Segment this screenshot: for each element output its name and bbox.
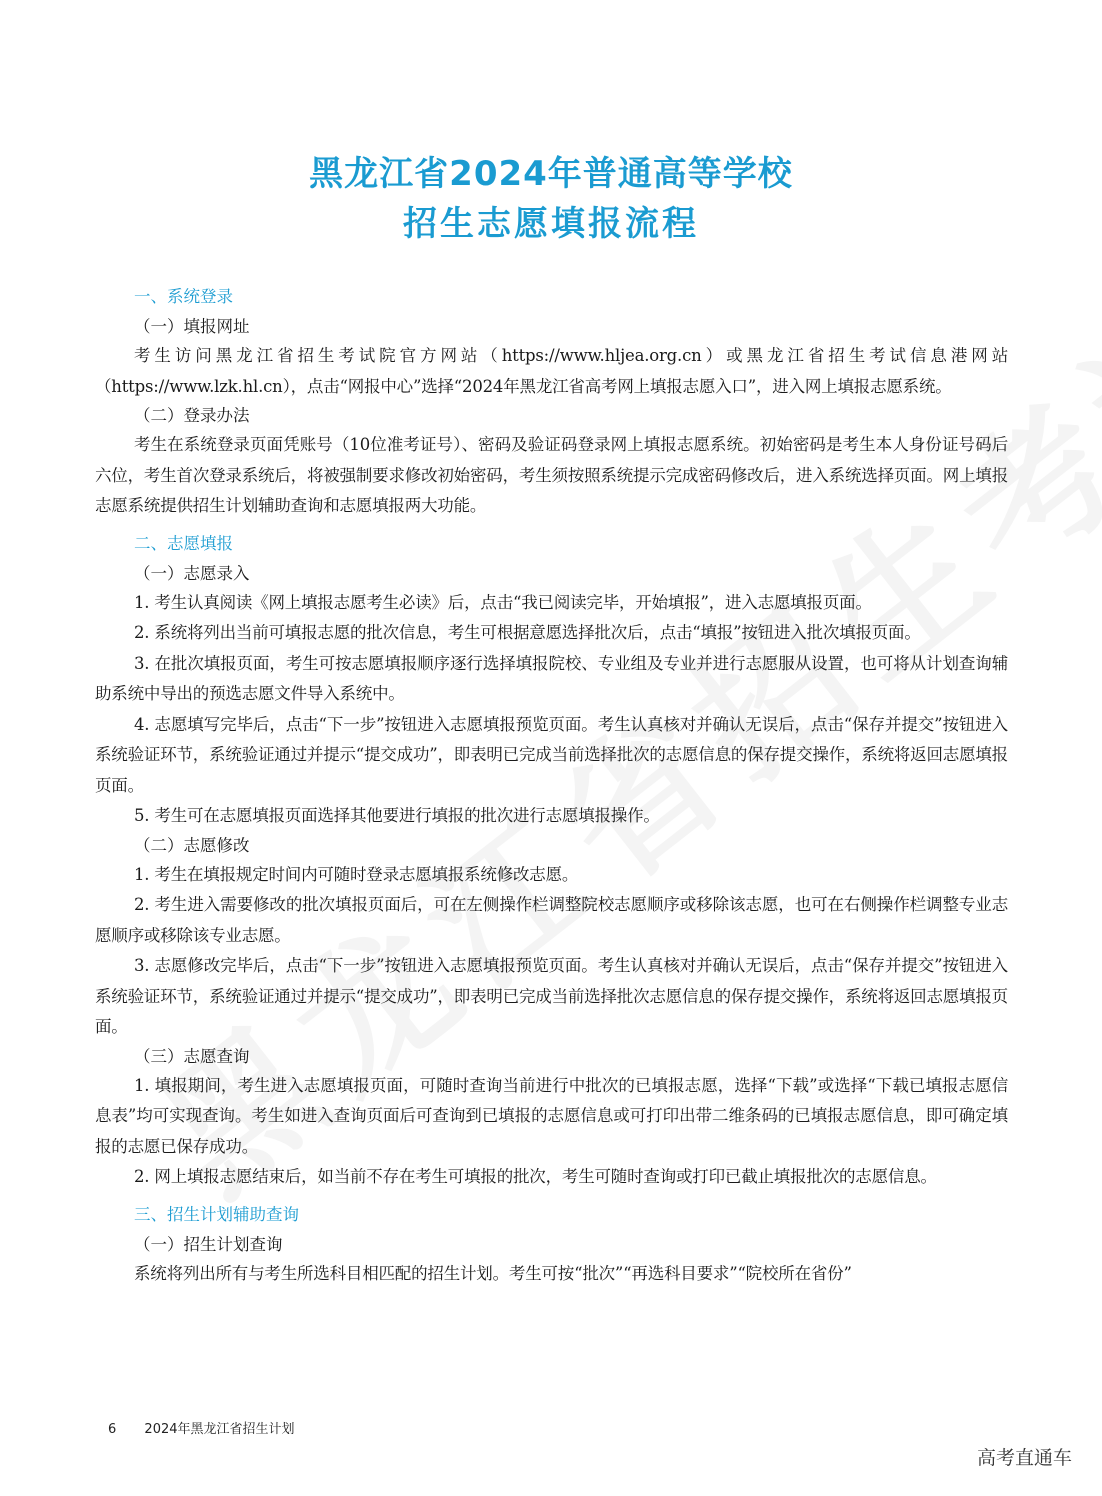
book-title: 2024年黑龙江省招生计划 bbox=[144, 1422, 295, 1437]
page-title-line-1: 黑龙江省2024年普通高等学校 bbox=[309, 154, 793, 194]
page-title-line-2: 招生志愿填报流程 bbox=[403, 204, 699, 244]
paragraph: 5. 考生可在志愿填报页面选择其他要进行填报的批次进行志愿填报操作。 bbox=[134, 806, 660, 825]
paragraph: 2. 系统将列出当前可填报志愿的批次信息，考生可根据意愿选择批次后，点击“填报”按钮进入批次填报页面。 bbox=[134, 623, 921, 642]
section-heading-fill: 二、志愿填报 bbox=[134, 533, 233, 553]
paragraph: 1. 考生在填报规定时间内可随时登录志愿填报系统修改志愿。 bbox=[134, 864, 579, 884]
paragraph: 4. 志愿填写完毕后，点击“下一步”按钮进入志愿填报预览页面。考生认真核对并确认无误后，点击“保存并提交”按钮进入系统验证环节，系统验证通过并提示“提交成功”，即表明已完成当前选择批次的志愿信息的保存提交操作，系统将返回志愿填报页面。 bbox=[95, 714, 1008, 795]
subheading-entry: （一）志愿录入 bbox=[134, 563, 250, 583]
paragraph: 2. 网上填报志愿结束后，如当前不存在考生可填报的批次，考生可随时查询或打印已截止填报批次的志愿信息。 bbox=[134, 1167, 937, 1186]
subheading-plan-query: （一）招生计划查询 bbox=[134, 1234, 283, 1254]
section-heading-plan-query: 三、招生计划辅助查询 bbox=[134, 1204, 299, 1224]
paragraph: 系统将列出所有与考生所选科目相匹配的招生计划。考生可按“批次”“再选科目要求”“院校所在省份” bbox=[134, 1263, 852, 1283]
page-footer bbox=[108, 1418, 295, 1437]
document-body bbox=[95, 281, 1008, 1289]
paragraph: 考生访问黑龙江省招生考试院官方网站（https://www.hljea.org.cn）或黑龙江省招生考试信息港网站（https://www.lzk.hl.cn），点击“网报中心”选择“2024年黑龙江省高考网上填报志愿入口”，进入网上填报志愿系统。 bbox=[95, 346, 1008, 396]
section-heading-login: 一、系统登录 bbox=[134, 287, 233, 306]
paragraph: 3. 在批次填报页面，考生可按志愿填报顺序逐行选择填报院校、专业组及专业并进行志愿服从设置，也可将从计划查询辅助系统中导出的预选志愿文件导入系统中。 bbox=[95, 653, 1008, 703]
paragraph: 考生在系统登录页面凭账号（10位准考证号）、密码及验证码登录网上填报志愿系统。初始密码是考生本人身份证号码后六位，考生首次登录系统后，将被强制要求修改初始密码，考生须按照系统提示完成密码修改后，进入系统选择页面。网上填报志愿系统提供招生计划辅助查询和志愿填报两大功能。 bbox=[95, 435, 1008, 515]
subheading-login-method: （二）登录办法 bbox=[134, 406, 250, 425]
subheading-url: （一）填报网址 bbox=[134, 317, 250, 336]
paragraph: 2. 考生进入需要修改的批次填报页面后，可在左侧操作栏调整院校志愿顺序或移除该志愿，也可在右侧操作栏调整专业志愿顺序或移除该专业志愿。 bbox=[95, 895, 1008, 945]
paragraph: 1. 填报期间，考生进入志愿填报页面，可随时查询当前进行中批次的已填报志愿，选择“下载”或选择“下载已填报志愿信息表”均可实现查询。考生如进入查询页面后可查询到已填报的志愿信息或可打印出带二维条码的已填报志愿信息，即可确定填报的志愿已保存成功。 bbox=[95, 1075, 1008, 1156]
subheading-query: （三）志愿查询 bbox=[134, 1046, 250, 1066]
page-number: 6 bbox=[108, 1422, 117, 1437]
subheading-modify: （二）志愿修改 bbox=[134, 835, 250, 855]
paragraph: 1. 考生认真阅读《网上填报志愿考生必读》后，点击“我已阅读完毕，开始填报”，进入志愿填报页面。 bbox=[134, 592, 872, 612]
brand-label: 高考直通车 bbox=[976, 1447, 1072, 1469]
paragraph: 3. 志愿修改完毕后，点击“下一步”按钮进入志愿填报预览页面。考生认真核对并确认无误后，点击“保存并提交”按钮进入系统验证环节，系统验证通过并提示“提交成功”，即表明已完成当前选择批次志愿信息的保存提交操作，系统将返回志愿填报页面。 bbox=[95, 956, 1008, 1036]
